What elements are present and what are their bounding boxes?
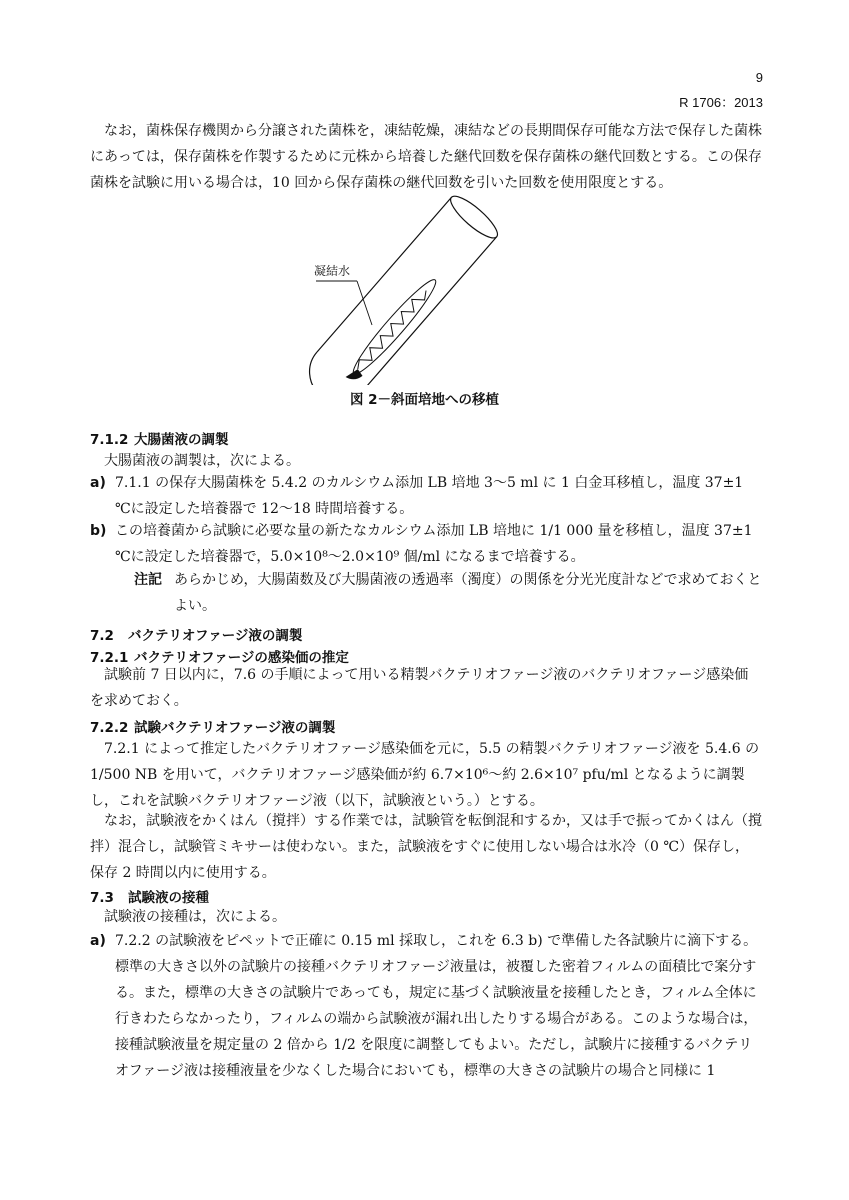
section-heading-7-2-2 [90, 716, 335, 736]
item-text: 7.1.1 の保存大腸菌株を 5.4.2 のカルシウム添加 LB 培地 3～5 ml に 1 白金耳移植し，温度 37±1 ℃に設定した培養器で 12～18 時間培養する。 [115, 475, 744, 517]
standard-id: R 1706：2013 [679, 95, 763, 110]
section-title: 試験バクテリオファージ液の調製 [134, 720, 336, 736]
section-paragraph: 試験前 7 日以内に，7.6 の手順によって用いる精製バクテリオファージ液のバクテリオファージ感染価を求めておく。 [90, 667, 749, 709]
section-number: 7.3 [90, 890, 114, 906]
section-heading-7-3 [90, 886, 209, 906]
section-heading-7-1-2 [90, 428, 229, 448]
note-label: 注記 [134, 572, 162, 588]
streak-line [354, 287, 430, 372]
note-text: あらかじめ，大腸菌数及び大腸菌液の透過率（濁度）の関係を分光光度計などで求めておくとよい。 [174, 572, 762, 614]
item-label: a) [90, 933, 106, 949]
section-number: 7.2.1 [90, 650, 129, 666]
item-label: a) [90, 475, 106, 491]
condensate-label: 凝結水 [314, 264, 351, 278]
item-label: b) [90, 523, 107, 539]
section-title: バクテリオファージ液の調製 [128, 628, 303, 644]
note [134, 567, 762, 619]
list-item-a [90, 928, 762, 1084]
section-number: 7.2.2 [90, 720, 129, 736]
section-paragraph: なお，試験液をかくはん（撹拌）する作業では，試験管を転倒混和するか，又は手で振ってかくはん（撹拌）混合し，試験管ミキサーは使わない。また，試験液をすぐに使用しない場合は氷冷（0 ℃）保存し，保存 2 時間以内に使用する。 [90, 813, 762, 881]
section-title: 大腸菌液の調製 [134, 432, 229, 448]
section-heading-7-2 [90, 624, 302, 644]
section-number: 7.1.2 [90, 432, 129, 448]
section-number: 7.2 [90, 628, 114, 644]
section-paragraph: 7.2.1 によって推定したバクテリオファージ感染価を元に，5.5 の精製バクテリオファージ液を 5.4.6 の 1/500 NB を用いて，バクテリオファージ感染価が約 6.7×10⁶～約 2.6×10⁷ pfu/ml となるように調製し，これを試験バクテリオファージ液（以下，試験液という。）とする。 [90, 741, 760, 809]
list-item-b [90, 518, 762, 570]
test-tube-figure [300, 195, 560, 385]
section-intro: 大腸菌液の調製は，次による。 [104, 453, 300, 469]
intro-paragraph: なお，菌株保存機関から分譲された菌株を，凍結乾燥，凍結などの長期間保存可能な方法で保存した菌株にあっては，保存菌株を作製するために元株から培養した継代回数を保存菌株の継代回数とする。この保存菌株を試験に用いる場合は，10 回から保存菌株の継代回数を引いた回数を使用限度とする。 [90, 123, 762, 191]
section-title: バクテリオファージの感染価の推定 [134, 650, 349, 666]
item-text: 7.2.2 の試験液をピペットで正確に 0.15 ml 採取し，これを 6.3 b) で準備した各試験片に滴下する。標準の大きさ以外の試験片の接種バクテリオファージ液量は，被覆した密着フィルムの面積比で案分する。また，標準の大きさの試験片であっても，規定に基づく試験液量を接種したとき，フィルム全体に行きわたらなかったり，フィルムの端から試験液が漏れ出したりする場合がある。このような場合は，接種試験液量を規定量の 2 倍から 1/2 を限度に調整してもよい。ただし，試験片に接種するバクテリオファージ液は接種液量を少なくした場合においても，標準の大きさの試験片の場合と同様に 1 [115, 933, 758, 1079]
list-item-a [90, 470, 762, 522]
section-title: 試験液の接種 [128, 890, 209, 906]
figure-caption: 図 2－斜面培地への移植 [349, 392, 500, 408]
section-intro: 試験液の接種は，次による。 [104, 909, 286, 925]
slant-medium [347, 274, 442, 379]
item-text: この培養菌から試験に必要な量の新たなカルシウム添加 LB 培地に 1/1 000 量を移植し，温度 37±1 ℃に設定した培養器で，5.0×10⁸～2.0×10⁹ 個/ml になるまで培養する。 [115, 523, 753, 565]
page-number: 9 [755, 70, 763, 85]
